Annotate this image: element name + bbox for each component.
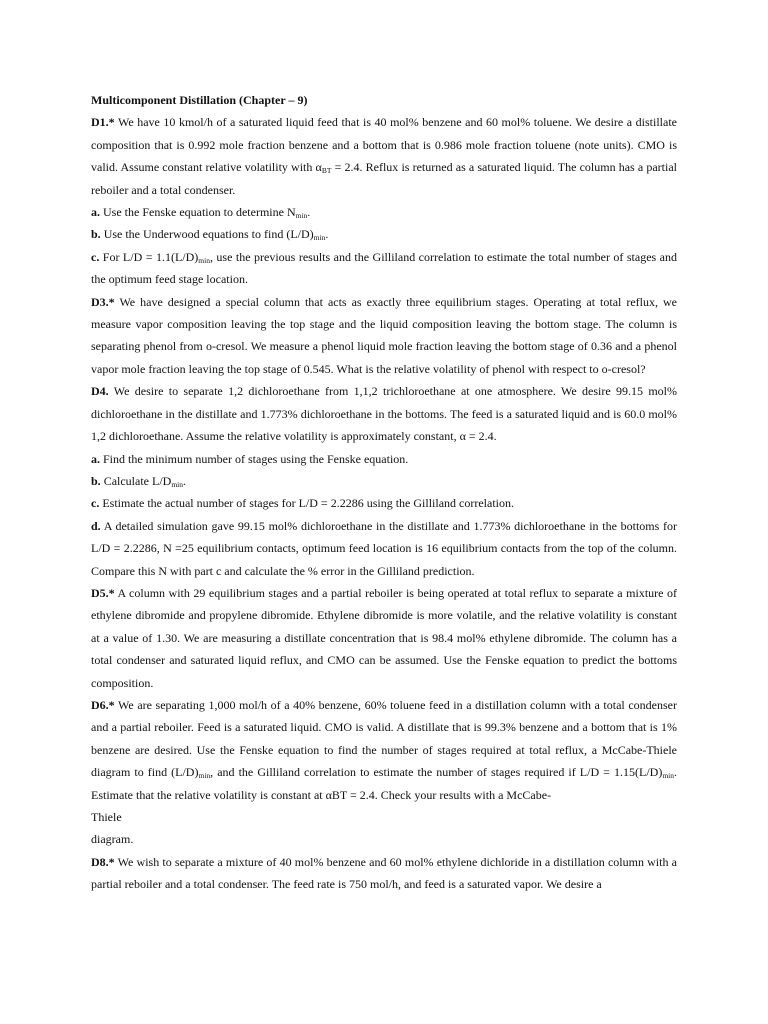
problem-d1-part-b: b. Use the Underwood equations to find $(L/D)_{min}$. [91,227,329,243]
problem-d4-part-b: b. Calculate $L/D_{min}$. [91,473,186,489]
problem-label: D8.* [91,854,115,869]
problem-d4: D4. We desire to separate 1,2 dichloroethane from 1,1,2 trichloroethane at one atmosphere. We desire 99.15 mol% dichloroethane in the distillate and 1.773% dichloroethane in the bottoms. The feed is a saturated liquid and is 60.0 mol% 1,2 dichloroethane. Assume the relative volatility is approximately constant, α = 2.4. [91,384,677,444]
problem-label: D6.* [91,697,115,712]
problem-label: D1.* [91,115,115,130]
document-title: Multicomponent Distillation (Chapter – 9) [91,93,308,107]
problem-d4-part-d: d. A detailed simulation gave 99.15 mol% dichloroethane in the distillate and 1.773% dichloroethane in the bottoms for L/D = 2.2286, N =25 equilibrium contacts, optimum feed location is 16 equilibrium contacts from the top of the column. Compare this N with part c and calculate the % error in the Gilliland prediction. [91,518,677,578]
document-body [91,89,677,896]
problem-label: D3.* [91,294,115,309]
problem-d1-part-c: c. For $L/D = 1.1(L/D)_{min}$, use the previous results and the Gilliland correlation to estimate the total number of stages and the optimum feed stage location. [91,249,678,287]
problem-d4-part-c: c. Estimate the actual number of stages for L/D = 2.2286 using the Gilliland correlation. [91,496,514,511]
problem-d1-part-a: a. Use the Fenske equation to determine $N_{min}$. [91,205,311,221]
problem-d8: D8.* We wish to separate a mixture of 40 mol% benzene and 60 mol% ethylene dichloride in a distillation column with a partial reboiler and a total condenser. The feed rate is 750 mol/h, and feed is a saturated vapor. We desire a [91,854,677,892]
problem-d5: D5.* A column with 29 equilibrium stages and a partial reboiler is being operated at total reflux to separate a mixture of ethylene dibromide and propylene dibromide. Ethylene dibromide is more volatile, and the relative volatility is constant at a value of 1.30. We are measuring a distillate concentration that is 98.4 mol% ethylene dibromide. The column has a total condenser and saturated liquid reflux, and CMO can be assumed. Use the Fenske equation to predict the bottoms composition. [91,585,677,690]
problem-d6: D6.* We are separating 1,000 mol/h of a 40% benzene, 60% toluene feed in a distillation column with a total condenser and a partial reboiler. Feed is a saturated liquid. CMO is valid. A distillate that is 99.3% benzene and a bottom that is 1% benzene are desired. Use the Fenske equation to find the number of stages required at total reflux, a McCabe-Thiele diagram to find $(L/D)_{min}$, and the Gilliland correlation to estimate the number of stages required if $L/D = 1.15(L/D)_{min}$. Estimate that the relative volatility is constant at αBT = 2.4. Check your results with a McCabe- [91,697,677,802]
problem-label: D4. [91,384,109,399]
problem-d4-part-a: a. Find the minimum number of stages using the Fenske equation. [91,451,409,466]
problem-d1: D1.* We have 10 kmol/h of a saturated liquid feed that is 40 mol% benzene and 60 mol% toluene. We desire a distillate composition that is 0.992 mole fraction benzene and a bottom that is 0.986 mole fraction toluene (note units). CMO is valid. Assume constant relative volatility with $\alpha_{BT} = 2.4$. Reflux is returned as a saturated liquid. The column has a partial reboiler and a total condenser. [91,115,677,197]
problem-d6-line-diagram: diagram. [91,832,134,847]
problem-d6-line-thiele: Thiele [91,810,122,824]
problem-label: D5.* [91,585,115,600]
problem-d3: D3.* We have designed a special column that acts as exactly three equilibrium stages. Operating at total reflux, we measure vapor composition leaving the top stage and the liquid composition leaving the bottom stage. The column is separating phenol from o-cresol. We measure a phenol liquid mole fraction leaving the bottom stage of 0.36 and a phenol vapor mole fraction leaving the top stage of 0.545. What is the relative volatility of phenol with respect to o-cresol? [91,294,677,376]
